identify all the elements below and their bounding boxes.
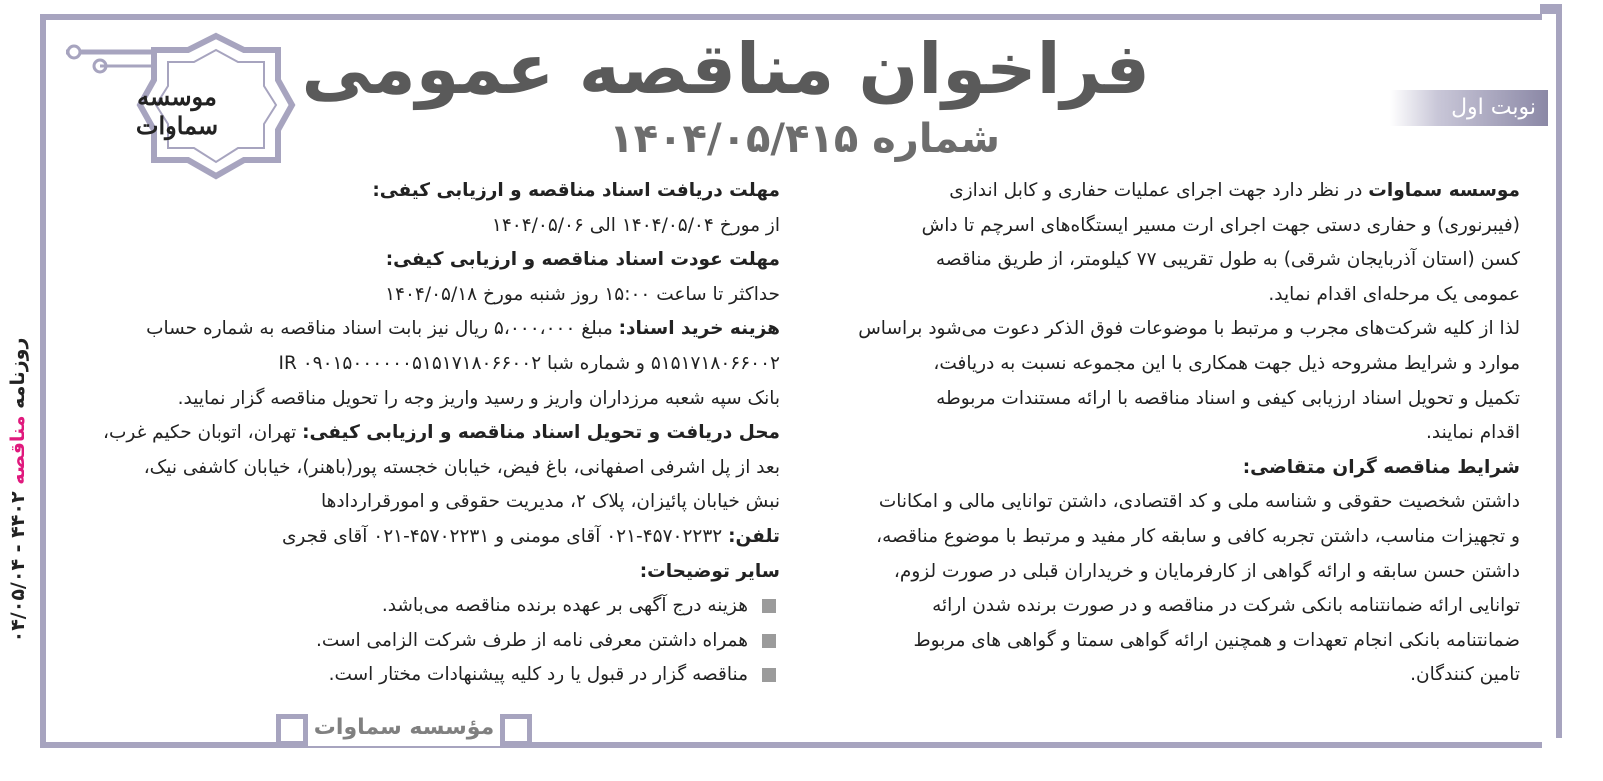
tender-number: شماره ۱۴۰۴/۰۵/۴۱۵ <box>609 116 1000 162</box>
left_column-text: تهران، اتوبان حکیم غرب، <box>102 422 303 444</box>
right_column-text: در نظر دارد جهت اجرای عملیات حفاری و کابل اندازی <box>949 180 1369 201</box>
bullet-item <box>74 624 780 659</box>
footer <box>276 710 532 746</box>
footer-square-left <box>276 714 308 746</box>
right_column-heading: موسسه سماوات <box>1368 180 1520 201</box>
left_column-text: ۴۵۷۰۲۲۳۲-۰۲۱ آقای مومنی و ۴۵۷۰۲۲۳۱-۰۲۱ آقای قجری <box>281 525 729 547</box>
left_column-line <box>74 347 780 382</box>
side-suffix: ۴۴۰۲ - ۰۴/۰۵/۰۴ <box>7 484 29 643</box>
right_column-line <box>824 278 1520 313</box>
logo-text: موسسه سماوات <box>135 82 219 140</box>
left_column-line <box>74 243 780 278</box>
right_column-line <box>824 209 1520 244</box>
left_column-heading: مهلت دریافت اسناد مناقصه و ارزیابی کیفی: <box>372 180 780 201</box>
right_column-text: و تجهیزات مناسب، داشتن تجربه کافی و سابقه کار مفید و مرتبط با موضوع مناقصه، <box>876 525 1520 547</box>
left_column-heading: مهلت عودت اسناد مناقصه و ارزیابی کیفی: <box>385 249 780 271</box>
right_column-line <box>824 658 1520 693</box>
left_column-line <box>74 520 780 555</box>
right_column-line <box>824 624 1520 659</box>
right_column-text: تامین کنندگان. <box>1410 664 1520 686</box>
right_column-line <box>824 451 1520 486</box>
left_column-text: بانک سپه شعبه مرزداران واریز و رسید واریز وجه را تحویل مناقصه گزار نمایید. <box>177 387 780 409</box>
right_column-line <box>824 589 1520 624</box>
right_column-line <box>824 520 1520 555</box>
newspaper-side-label <box>7 338 29 643</box>
left_column-line <box>74 416 780 451</box>
left_column-heading: هزینه خرید اسناد: <box>618 318 780 340</box>
left_column-line <box>74 174 780 209</box>
left_column-line <box>74 278 780 313</box>
footer-square-right <box>500 714 532 746</box>
left_column-line <box>74 312 780 347</box>
right_column-text: موارد و شرایط مشروحه ذیل جهت همکاری با این مجموعه نسبت به دریافت، <box>933 352 1520 374</box>
frame-right-border <box>1556 8 1562 738</box>
right_column-text: (فیبرنوری) و حفاری دستی جهت اجرای ارت مسیر ایستگاه‌های اسرچم تا داش <box>921 214 1520 236</box>
square-bullet-icon <box>762 634 776 648</box>
right_column-line <box>824 416 1520 451</box>
right_column-line <box>824 485 1520 520</box>
logo <box>66 30 296 180</box>
right_column-text: لذا از کلیه شرکت‌های مجرب و مرتبط با موضوعات فوق الذکر دعوت می‌شود براساس <box>858 318 1520 340</box>
left_column-text: از مورخ ۱۴۰۴/۰۵/۰۴ الی ۱۴۰۴/۰۵/۰۶ <box>491 214 780 236</box>
right_column-line <box>824 555 1520 590</box>
bullet-item <box>74 589 780 624</box>
right_column-text: توانایی ارائه ضمانتنامه بانکی شرکت در مناقصه و در صورت برنده شدن ارائه <box>932 595 1520 617</box>
left_column-text: نبش خیابان پائیزان، پلاک ۲، مدیریت حقوقی و امورقراردادها <box>321 491 780 513</box>
left_column-heading: سایر توضیحات: <box>639 560 780 582</box>
right_column-text: داشتن حسن سابقه و ارائه گواهی از کارفرمایان و خریداران قبلی در صورت لزوم، <box>893 560 1520 582</box>
right_column-text: اقدام نمایند. <box>1426 422 1520 444</box>
left_column-text: مبلغ ۵،۰۰۰،۰۰۰ ریال نیز بابت اسناد مناقصه به شماره حساب <box>146 318 619 340</box>
left_column-line <box>74 451 780 486</box>
right_column-line <box>824 382 1520 417</box>
bullet-text: هزینه درج آگهی بر عهده برنده مناقصه می‌باشد. <box>381 595 748 617</box>
left-column <box>74 174 780 693</box>
right_column-line <box>824 174 1520 209</box>
bullet-text: همراه داشتن معرفی نامه از طرف شرکت الزامی است. <box>315 629 748 651</box>
left_column-text: ۵۱۵۱۷۱۸۰۶۶۰۰۲ و شماره شبا IR ۰۹۰۱۵۰۰۰۰۰۰۵۱۵۱۷۱۸۰۶۶۰۰۲ <box>278 352 780 374</box>
right_column-text: داشتن شخصیت حقوقی و شناسه ملی و کد اقتصادی، داشتن توانایی مالی و امکانات <box>878 491 1520 513</box>
left_column-line <box>74 382 780 417</box>
right_column-text: ضمانتنامه بانکی انجام تعهدات و همچنین ارائه گواهی سمتا و گواهی های مربوط <box>913 629 1520 651</box>
square-bullet-icon <box>762 668 776 682</box>
bullet-text: مناقصه گزار در قبول یا رد کلیه پیشنهادات مختار است. <box>328 664 748 686</box>
right_column-line <box>824 243 1520 278</box>
right_column-text: عمومی یک مرحله‌ای اقدام نماید. <box>1268 283 1520 305</box>
right_column-text: کسن (استان آذربایجان شرقی) به طول تقریبی ۷۷ کیلومتر، از طریق مناقصه <box>935 249 1520 271</box>
left_column-line <box>74 485 780 520</box>
footer-text: مؤسسه سماوات <box>313 715 495 740</box>
right_column-line <box>824 312 1520 347</box>
side-prefix: روزنامه <box>7 337 29 416</box>
left_column-heading: تلفن: <box>728 525 780 547</box>
right_column-line <box>824 347 1520 382</box>
left_column-text: بعد از پل اشرفی اصفهانی، باغ فیض، خیابان خجسته پور(باهنر)، خیابان کاشفی نیک، <box>143 456 780 478</box>
square-bullet-icon <box>762 599 776 613</box>
right_column-heading: شرایط مناقصه گران متقاضی: <box>1242 456 1520 478</box>
round-badge: نوبت اول <box>1390 90 1548 126</box>
right_column-text: تکمیل و تحویل اسناد ارزیابی کیفی و اسناد مناقصه با ارائه مستندات مربوطه <box>936 387 1520 409</box>
right-column <box>824 174 1520 693</box>
left_column-text: حداکثر تا ساعت ۱۵:۰۰ روز شنبه مورخ ۱۴۰۴/۰۵/۱۸ <box>385 283 780 305</box>
page-title: فراخوان مناقصه عمومی <box>301 28 1150 110</box>
left_column-heading: محل دریافت و تحویل اسناد مناقصه و ارزیابی کیفی: <box>302 422 780 444</box>
bullet-item <box>74 658 780 693</box>
left_column-line <box>74 209 780 244</box>
side-brand: مناقصه <box>7 415 29 485</box>
left_column-line <box>74 555 780 590</box>
